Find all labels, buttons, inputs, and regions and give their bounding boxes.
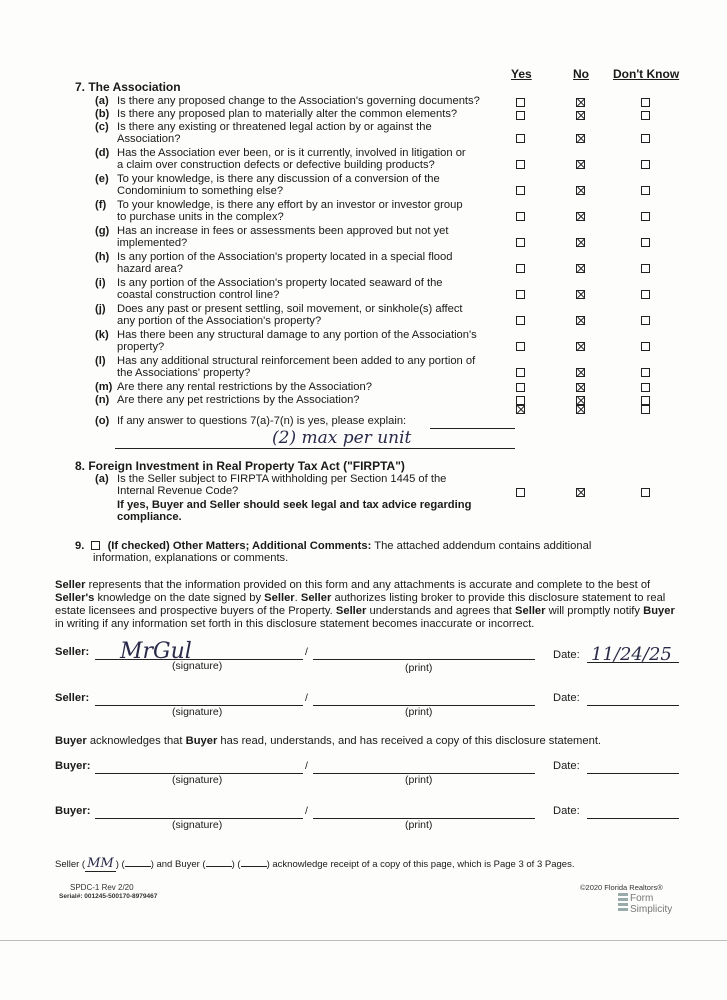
question-text: Is there any proposed change to the Association's governing documents? xyxy=(117,95,480,107)
seller-1-print-line[interactable] xyxy=(313,659,535,660)
buyer-2-label: Buyer: xyxy=(55,805,91,817)
section-9-number: 9. xyxy=(75,540,85,552)
explain-line-2 xyxy=(115,448,515,449)
explain-line-1 xyxy=(430,428,515,429)
question-label: (k) xyxy=(95,329,109,341)
question-text: Is any portion of the Association's property located in a special flood xyxy=(117,251,453,263)
col-header-yes: Yes xyxy=(511,67,532,81)
q7k-yes-checkbox[interactable] xyxy=(516,342,525,351)
q7h-yes-checkbox[interactable] xyxy=(516,264,525,273)
print-caption: (print) xyxy=(405,819,433,831)
paragraph-segment: Buyer xyxy=(55,735,87,747)
question-text: Are there any rental restrictions by the Association? xyxy=(117,381,372,393)
q7k-dont-checkbox[interactable] xyxy=(641,342,650,351)
q7k-no-checkbox[interactable] xyxy=(576,342,585,351)
buyer-acknowledgement xyxy=(55,735,681,748)
q7f-yes-checkbox[interactable] xyxy=(516,212,525,221)
signature-caption: (signature) xyxy=(172,774,223,786)
q7b-no-checkbox[interactable] xyxy=(576,111,585,120)
firpta-note: If yes, Buyer and Seller should seek legal and tax advice regarding xyxy=(117,499,472,511)
buyer-1-label: Buyer: xyxy=(55,760,91,772)
question-7-o xyxy=(95,415,515,427)
question-text: Is the Seller subject to FIRPTA withholding per Section 1445 of the xyxy=(117,473,447,485)
q7g-yes-checkbox[interactable] xyxy=(516,238,525,247)
question-text-cont: hazard area? xyxy=(117,263,183,275)
question-text: Has there been any structural damage to any portion of the Association's xyxy=(117,329,477,341)
q7b-yes-checkbox[interactable] xyxy=(516,111,525,120)
paragraph-segment: has read, understands, and has received a copy of this disclosure statement. xyxy=(217,735,602,747)
section-9-heading: (If checked) Other Matters; Additional Comments: xyxy=(107,540,372,552)
q7e-dont-checkbox[interactable] xyxy=(641,186,650,195)
section-9-checkbox[interactable] xyxy=(91,541,100,550)
question-7-k xyxy=(95,329,515,353)
question-label: (m) xyxy=(95,381,113,393)
q7c-no-checkbox[interactable] xyxy=(576,134,585,143)
col-header-no: No xyxy=(573,67,589,81)
seller-1-signature: MrGul xyxy=(120,639,192,664)
question-label: (c) xyxy=(95,121,109,133)
q7a-dont-checkbox[interactable] xyxy=(641,98,650,107)
signature-caption: (signature) xyxy=(172,706,223,718)
form-id: SPDC-1 Rev 2/20 xyxy=(70,883,134,892)
ack-text: ) ( xyxy=(115,859,125,870)
question-label: (o) xyxy=(95,415,110,427)
question-7-h xyxy=(95,251,515,275)
paragraph-segment: Seller xyxy=(264,592,295,604)
form-simplicity-logo-icon xyxy=(618,893,628,915)
question-7-g xyxy=(95,225,515,249)
paragraph-segment: in writing if any information set forth in this disclosure statement becomes inaccurate or incorrect. xyxy=(55,618,535,630)
question-7-a xyxy=(95,95,515,107)
section-9-text-cont: information, explanations or comments. xyxy=(93,552,289,564)
paragraph-segment: acknowledges that xyxy=(86,735,186,747)
question-label: (j) xyxy=(95,303,106,315)
print-caption: (print) xyxy=(405,706,433,718)
question-7-i xyxy=(95,277,515,301)
copyright: ©2020 Florida Realtors® xyxy=(580,883,663,892)
q7o-dont-checkbox[interactable] xyxy=(641,405,650,414)
signature-caption: (signature) xyxy=(172,819,223,831)
q7c-dont-checkbox[interactable] xyxy=(641,134,650,143)
question-text-cont: Condominium to something else? xyxy=(117,185,284,197)
q7d-no-checkbox[interactable] xyxy=(576,160,585,169)
q7j-yes-checkbox[interactable] xyxy=(516,316,525,325)
buyer-1-date-line[interactable] xyxy=(587,773,679,774)
separator-slash: / xyxy=(305,646,308,658)
question-text: Does any past or present settling, soil movement, or sinkhole(s) affect xyxy=(117,303,463,315)
section-9 xyxy=(75,540,675,564)
question-label: (l) xyxy=(95,355,106,367)
paragraph-segment: Buyer xyxy=(185,735,218,747)
q7m-dont-checkbox[interactable] xyxy=(641,383,650,392)
q7m-yes-checkbox[interactable] xyxy=(516,383,525,392)
question-7-n xyxy=(95,394,515,406)
q7j-no-checkbox[interactable] xyxy=(576,316,585,325)
question-text-cont: implemented? xyxy=(117,237,188,249)
q7b-dont-checkbox[interactable] xyxy=(641,111,650,120)
paragraph-segment: Seller xyxy=(55,579,86,591)
question-text-cont: coastal construction control line? xyxy=(117,289,280,301)
brand-line-1: Form xyxy=(630,893,654,904)
question-text-cont: property? xyxy=(117,341,165,353)
question-text: To your knowledge, is there any discussion of a conversion of the xyxy=(117,173,440,185)
form-simplicity-brand xyxy=(630,893,672,915)
q7h-no-checkbox[interactable] xyxy=(576,264,585,273)
question-label: (n) xyxy=(95,394,110,406)
explain-handwritten: (2) max per unit xyxy=(272,428,412,448)
seller-1-date-label: Date: xyxy=(553,649,580,661)
q7n-dont-checkbox[interactable] xyxy=(641,396,650,405)
q8a-no-checkbox[interactable] xyxy=(576,488,585,497)
buyer-initials-blank-1[interactable] xyxy=(206,866,232,867)
q7o-yes-checkbox[interactable] xyxy=(516,405,525,414)
question-text: Are there any pet restrictions by the Association? xyxy=(117,394,360,406)
question-7-d xyxy=(95,147,515,171)
signature-caption: (signature) xyxy=(172,660,223,672)
question-label: (d) xyxy=(95,147,110,159)
question-7-l xyxy=(95,355,515,379)
serial-number: Serial#: 001245-500170-8979467 xyxy=(59,893,158,900)
question-label: (f) xyxy=(95,199,107,211)
buyer-initials-blank-2[interactable] xyxy=(241,866,267,867)
q8a-yes-checkbox[interactable] xyxy=(516,488,525,497)
ack-text: Seller ( xyxy=(55,859,86,870)
q7a-yes-checkbox[interactable] xyxy=(516,98,525,107)
q7i-no-checkbox[interactable] xyxy=(576,290,585,299)
question-label: (a) xyxy=(95,473,109,485)
question-7-j xyxy=(95,303,515,327)
question-label: (e) xyxy=(95,173,109,185)
seller-1-date: 11/24/25 xyxy=(591,644,672,665)
question-7-m xyxy=(95,381,515,393)
seller-initials-blank[interactable] xyxy=(125,866,151,867)
paragraph-segment: represents that the information provided on this form and any attachments is accurate and complete to the best of xyxy=(85,579,651,591)
question-7-f xyxy=(95,199,515,223)
q7i-dont-checkbox[interactable] xyxy=(641,290,650,299)
seller-2-date-label: Date: xyxy=(553,692,580,704)
separator-slash: / xyxy=(305,805,308,817)
question-text-cont: to purchase units in the complex? xyxy=(117,211,284,223)
separator-slash: / xyxy=(305,760,308,772)
q7a-no-checkbox[interactable] xyxy=(576,98,585,107)
paragraph-segment: Seller xyxy=(335,605,367,617)
q7l-yes-checkbox[interactable] xyxy=(516,368,525,377)
print-caption: (print) xyxy=(405,662,433,674)
q7n-yes-checkbox[interactable] xyxy=(516,396,525,405)
q7d-yes-checkbox[interactable] xyxy=(516,160,525,169)
q7l-dont-checkbox[interactable] xyxy=(641,368,650,377)
q7f-no-checkbox[interactable] xyxy=(576,212,585,221)
print-caption: (print) xyxy=(405,774,433,786)
question-text: Has any additional structural reinforcement been added to any portion of xyxy=(117,355,476,367)
question-text: Is there any proposed plan to materially alter the common elements? xyxy=(117,108,458,120)
paragraph-segment: . xyxy=(294,592,301,604)
paragraph-segment: authorizes listing broker to provide this disclosure statement to real estate licensees and prospective buyers of the Property. xyxy=(55,592,666,617)
buyer-2-date-label: Date: xyxy=(553,805,580,817)
question-label: (g) xyxy=(95,225,110,237)
q7h-dont-checkbox[interactable] xyxy=(641,264,650,273)
q7o-no-checkbox[interactable] xyxy=(576,405,585,414)
q7j-dont-checkbox[interactable] xyxy=(641,316,650,325)
paragraph-segment: will promptly notify xyxy=(545,605,644,617)
ack-text: ) and Buyer ( xyxy=(150,859,206,870)
paragraph-segment: Buyer xyxy=(643,605,675,617)
paragraph-segment: Seller xyxy=(300,592,332,604)
question-text-cont: Internal Revenue Code? xyxy=(117,485,239,497)
q7e-yes-checkbox[interactable] xyxy=(516,186,525,195)
firpta-note-cont: compliance. xyxy=(117,511,182,523)
q7d-dont-checkbox[interactable] xyxy=(641,160,650,169)
question-text: Is there any existing or threatened legal action by or against the xyxy=(117,121,432,133)
seller-2-date-line[interactable] xyxy=(587,705,679,706)
question-text-cont: a claim over construction defects or defective building products? xyxy=(117,159,435,171)
q7g-dont-checkbox[interactable] xyxy=(641,238,650,247)
question-text: Has an increase in fees or assessments been approved but not yet xyxy=(117,225,449,237)
q7l-no-checkbox[interactable] xyxy=(576,368,585,377)
paragraph-segment: understands and agrees that xyxy=(366,605,516,617)
seller-2-label: Seller: xyxy=(55,692,90,704)
q7e-no-checkbox[interactable] xyxy=(576,186,585,195)
page-acknowledgement xyxy=(55,856,574,871)
question-label: (i) xyxy=(95,277,106,289)
question-label: (b) xyxy=(95,108,110,120)
paragraph-segment: Seller's xyxy=(55,592,95,604)
question-7-e xyxy=(95,173,515,197)
question-7-b xyxy=(95,108,515,120)
buyer-2-date-line[interactable] xyxy=(587,818,679,819)
section-7-title: 7. The Association xyxy=(75,80,181,94)
question-text: If any answer to questions 7(a)-7(n) is yes, please explain: xyxy=(117,415,407,427)
q7n-no-checkbox[interactable] xyxy=(576,396,585,405)
q7c-yes-checkbox[interactable] xyxy=(516,134,525,143)
col-header-dont-know: Don't Know xyxy=(613,67,680,81)
q7g-no-checkbox[interactable] xyxy=(576,238,585,247)
question-8a xyxy=(95,473,515,523)
q8a-dontknow-checkbox[interactable] xyxy=(641,488,650,497)
q7i-yes-checkbox[interactable] xyxy=(516,290,525,299)
buyer-1-date-label: Date: xyxy=(553,760,580,772)
section-9-text: The attached addendum contains additional xyxy=(374,540,592,552)
question-text: Has the Association ever been, or is it currently, involved in litigation or xyxy=(117,147,466,159)
seller-1-label: Seller: xyxy=(55,646,90,658)
seller-initials[interactable]: MM xyxy=(87,856,114,871)
question-7-c xyxy=(95,121,515,145)
question-text: Is any portion of the Association's property located seaward of the xyxy=(117,277,443,289)
separator-slash: / xyxy=(305,692,308,704)
paragraph-segment: knowledge on the date signed by xyxy=(94,592,265,604)
question-text-cont: the Associations' property? xyxy=(117,367,251,379)
q7m-no-checkbox[interactable] xyxy=(576,383,585,392)
seller-representation xyxy=(55,579,681,631)
question-label: (a) xyxy=(95,95,109,107)
brand-line-2: Simplicity xyxy=(630,904,673,915)
ack-text: ) ( xyxy=(231,859,241,870)
question-text-cont: any portion of the Association's property? xyxy=(117,315,322,327)
question-label: (h) xyxy=(95,251,110,263)
question-text-cont: Association? xyxy=(117,133,181,145)
section-8-title: 8. Foreign Investment in Real Property Tax Act ("FIRPTA") xyxy=(75,459,405,473)
question-text: To your knowledge, is there any effort by an investor or investor group xyxy=(117,199,463,211)
paragraph-segment: Seller xyxy=(515,605,546,617)
q7f-dont-checkbox[interactable] xyxy=(641,212,650,221)
ack-text: ) acknowledge receipt of a copy of this page, which is Page 3 of 3 Pages. xyxy=(266,859,575,870)
